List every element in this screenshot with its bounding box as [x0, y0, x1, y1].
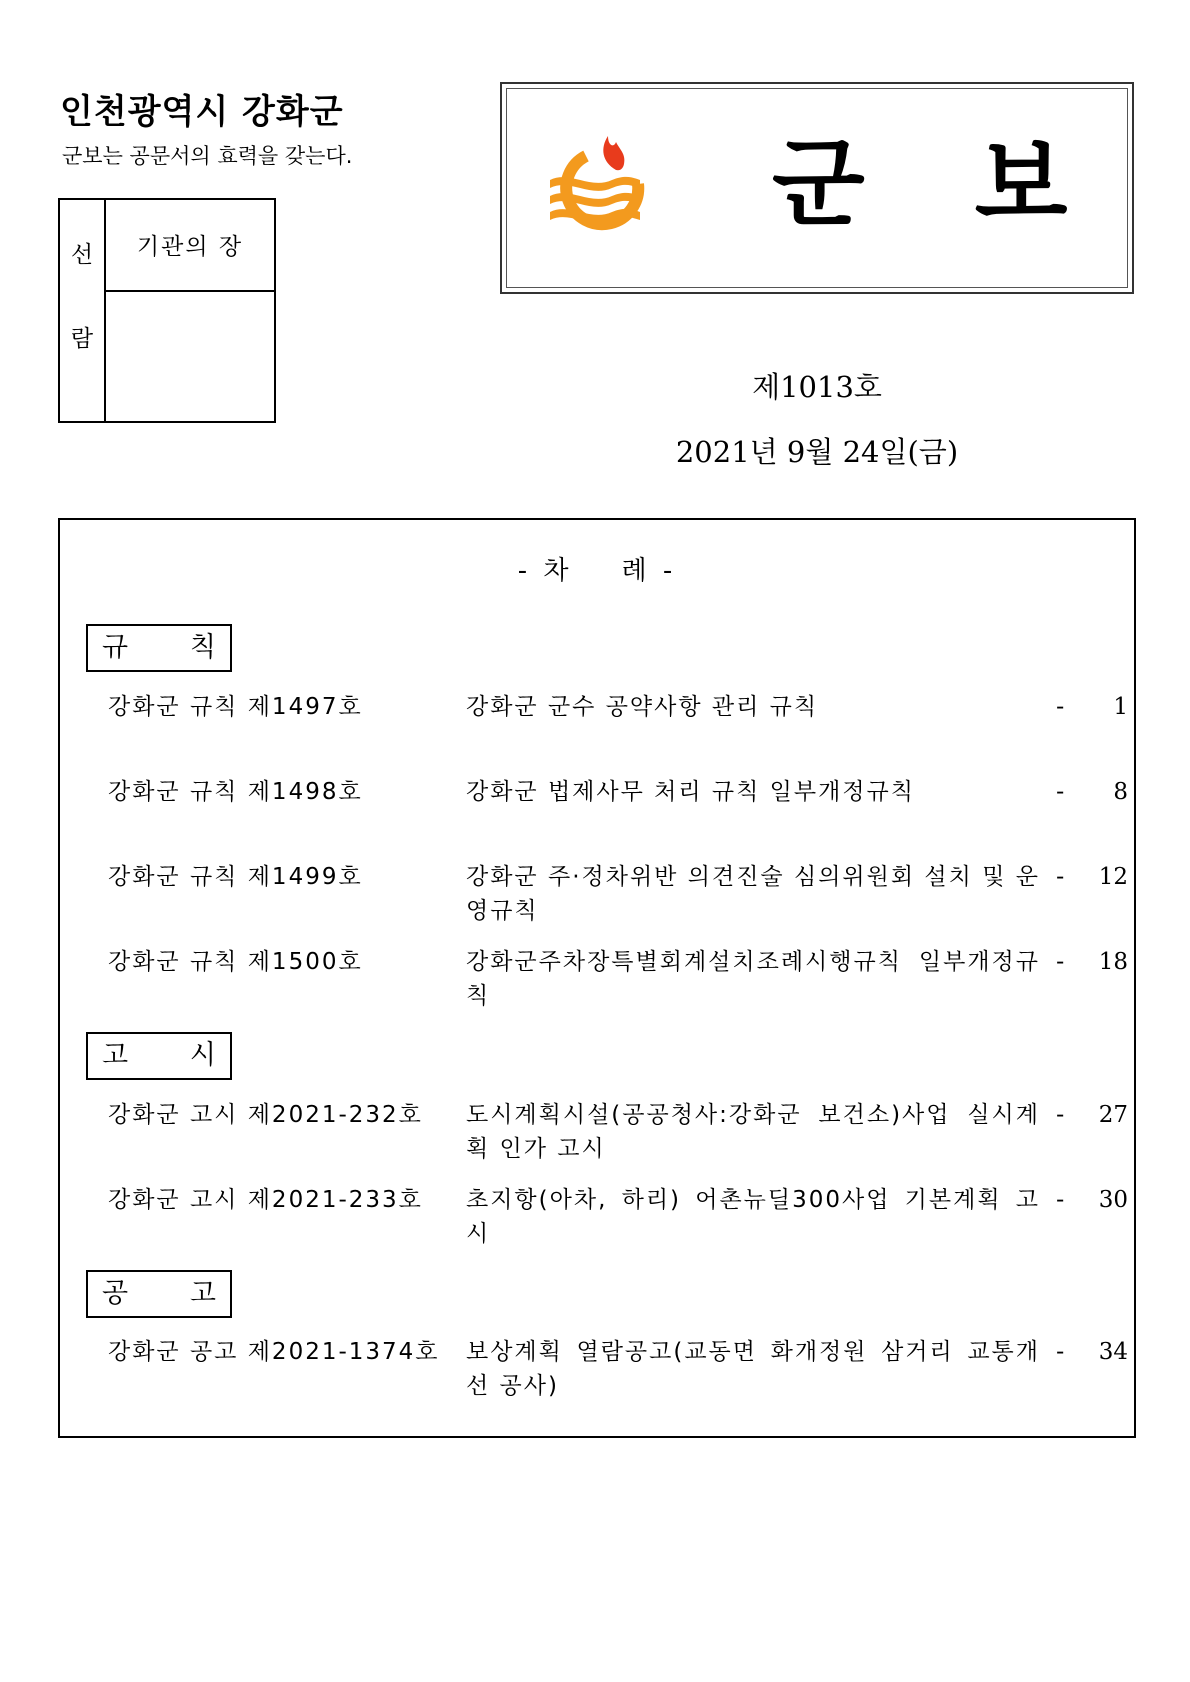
entry-dash: - — [1056, 779, 1065, 805]
entry-page: 34 — [1098, 1339, 1128, 1365]
gazette-title: 군보 — [772, 128, 1178, 240]
gazette-banner — [500, 82, 1178, 294]
entry-page: 27 — [1098, 1102, 1128, 1128]
toc-title: - 차 례 - — [517, 556, 677, 586]
entry-number: 강화군 고시 제2021-233호 — [108, 1187, 423, 1213]
section-label-char: 규 — [102, 632, 129, 663]
emblem-flame — [603, 136, 624, 170]
section-label-announcements — [86, 1270, 232, 1318]
entry-title: 강화군 주·정차위반 의견진술 심의위원회 설치 및 운영규칙 — [466, 864, 1040, 924]
entry-page: 12 — [1098, 864, 1128, 890]
entry-dash: - — [1056, 1102, 1065, 1128]
section-label-char: 공 — [102, 1278, 129, 1309]
entry-title: 초지항(아차, 하리) 어촌뉴딜300사업 기본계획 고시 — [466, 1187, 1040, 1247]
entry-title: 강화군 군수 공약사항 관리 규칙 — [466, 694, 819, 720]
entry-dash: - — [1056, 949, 1065, 975]
table-of-contents — [58, 518, 1136, 1438]
entry-number: 강화군 규칙 제1498호 — [108, 779, 363, 805]
legal-notice: 군보는 공문서의 효력을 갖는다. — [62, 144, 353, 168]
entry-page: 18 — [1098, 949, 1128, 975]
entry-number: 강화군 규칙 제1497호 — [108, 694, 363, 720]
entry-dash: - — [1056, 694, 1065, 720]
section-label-char: 고 — [102, 1040, 129, 1071]
entry-page: 8 — [1113, 779, 1128, 805]
entry-title: 강화군 법제사무 처리 규칙 일부개정규칙 — [466, 779, 915, 805]
approval-side-char-top: 선 — [70, 242, 94, 268]
section-label-char: 고 — [189, 1278, 216, 1309]
entry-title: 보상계획 열람공고(교동면 화개정원 삼거리 교통개선 공사) — [466, 1339, 1040, 1399]
entry-page: 30 — [1098, 1187, 1128, 1213]
emblem-wave-middle — [550, 193, 640, 207]
approval-box — [58, 198, 276, 423]
section-label-char: 시 — [189, 1040, 216, 1071]
entry-number: 강화군 규칙 제1500호 — [108, 949, 363, 975]
issue-date: 2021년 9월 24일(금) — [675, 435, 959, 469]
entry-page: 1 — [1113, 694, 1128, 720]
entry-title: 강화군주차장특별회계설치조례시행규칙 일부개정규칙 — [466, 949, 1040, 1009]
entry-number: 강화군 규칙 제1499호 — [108, 864, 363, 890]
entry-dash: - — [1056, 1339, 1065, 1365]
entry-dash: - — [1056, 1187, 1065, 1213]
section-label-char: 칙 — [189, 632, 216, 663]
gun-emblem-icon — [542, 120, 674, 252]
issuer-name: 인천광역시 강화군 — [60, 92, 344, 132]
approval-head-label: 기관의 장 — [106, 200, 274, 292]
approval-side-char-bottom: 람 — [70, 326, 94, 352]
entry-dash: - — [1056, 864, 1065, 890]
issue-number: 제1013호 — [752, 370, 882, 404]
approval-side-column — [60, 200, 106, 421]
section-label-notices — [86, 1032, 232, 1080]
entry-title: 도시계획시설(공공청사:강화군 보건소)사업 실시계획 인가 고시 — [466, 1102, 1040, 1162]
entry-number: 강화군 고시 제2021-232호 — [108, 1102, 423, 1128]
section-label-rules — [86, 624, 232, 672]
entry-number: 강화군 공고 제2021-1374호 — [108, 1339, 440, 1365]
